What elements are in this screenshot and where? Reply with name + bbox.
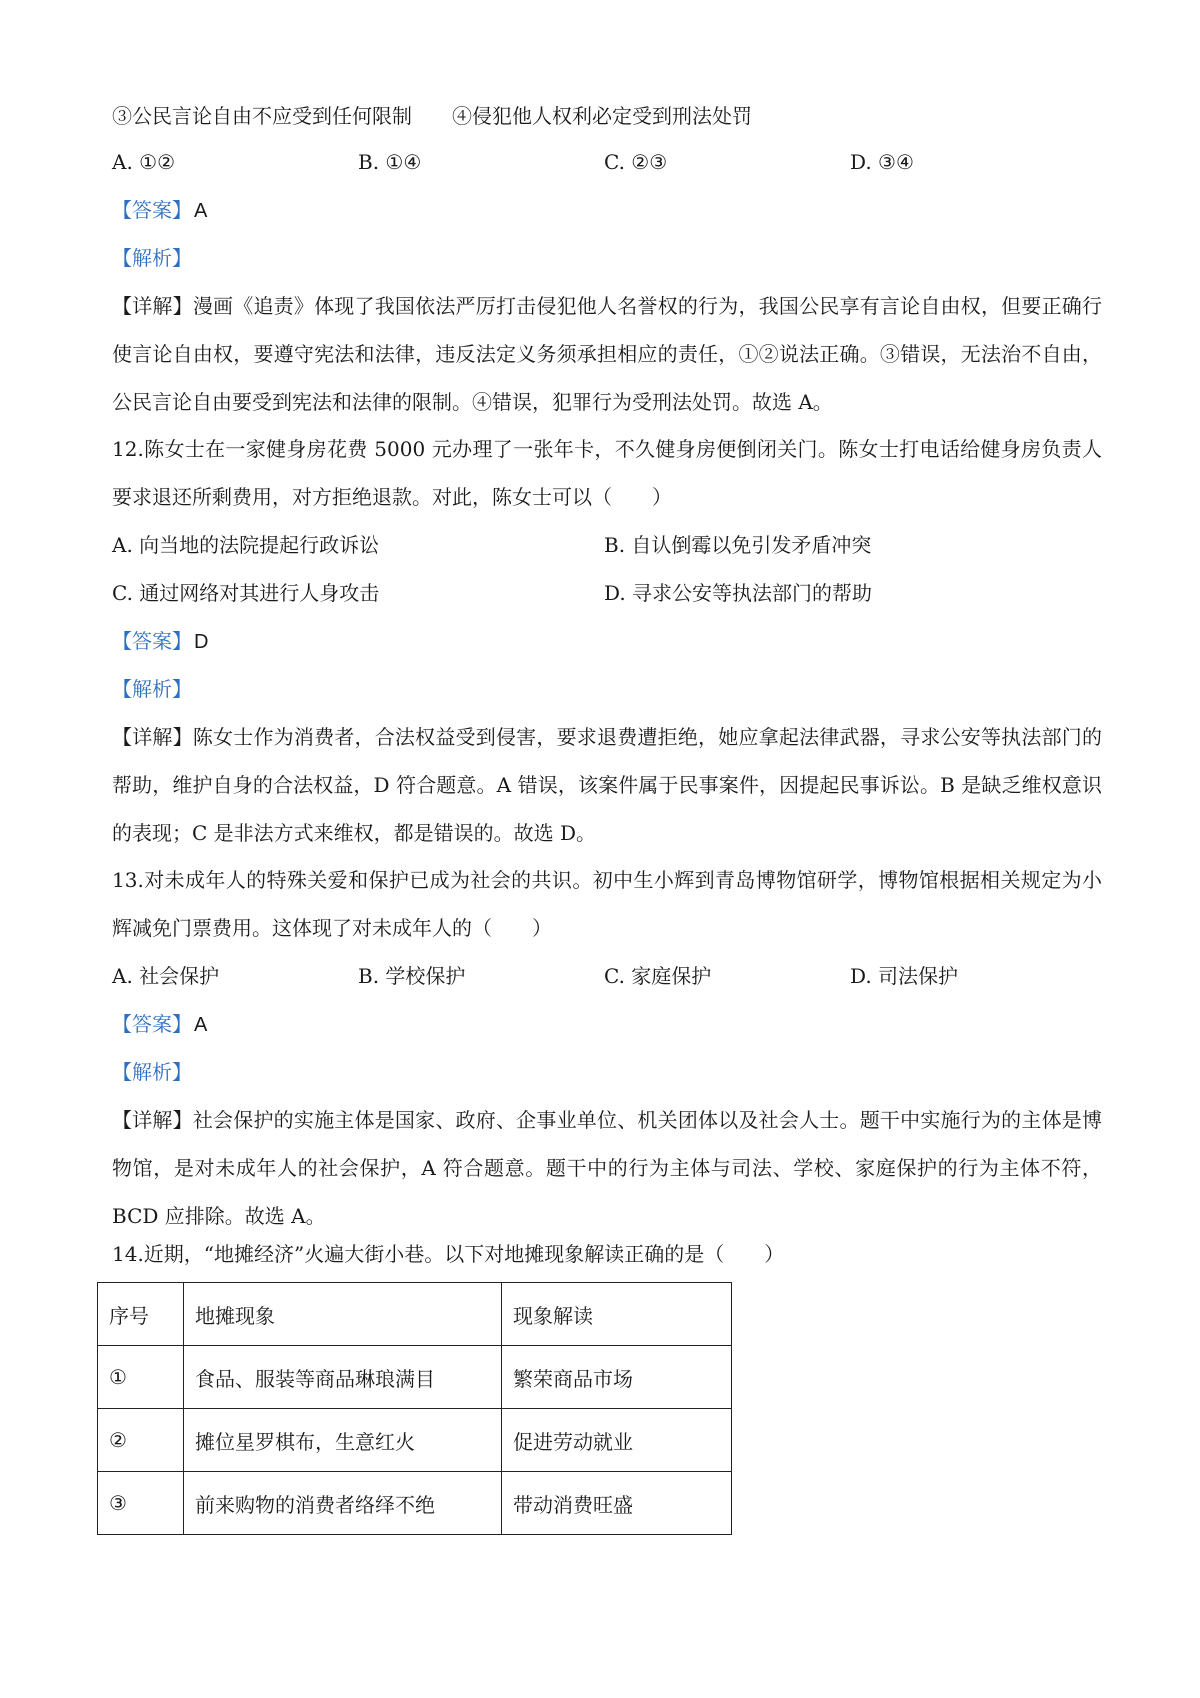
q12-stem: 12.陈女士在一家健身房花费 5000 元办理了一张年卡，不久健身房便倒闭关门。陈女士打电话给健身房负责人要求退还所剩费用，对方拒绝退款。对此，陈女士可以（ ） [112, 437, 1102, 509]
q13-choice-d: D. 司法保护 [850, 964, 959, 988]
q11-choice-d: D. ③④ [850, 150, 914, 174]
table-cell: 带动消费旺盛 [502, 1472, 732, 1535]
answer-value: A [194, 200, 208, 222]
q12-choice-d: D. 寻求公安等执法部门的帮助 [604, 581, 873, 605]
answer-tag: 【答案】 [112, 198, 192, 222]
q11-analysis-tag: 【解析】 [112, 246, 192, 270]
table-cell: ③ [98, 1472, 184, 1535]
answer-tag: 【答案】 [112, 1012, 192, 1036]
header-cell-phenomenon: 地摊现象 [184, 1283, 502, 1346]
q14-table [97, 1282, 732, 1535]
table-row [98, 1472, 732, 1535]
table-cell: 前来购物的消费者络绎不绝 [184, 1472, 502, 1535]
answer-tag: 【答案】 [112, 629, 192, 653]
table-cell: 摊位星罗棋布，生意红火 [184, 1409, 502, 1472]
q12-analysis-tag: 【解析】 [112, 677, 192, 701]
q12-answer [112, 626, 1102, 657]
table-header-row [98, 1283, 732, 1346]
q13-detail: 【详解】社会保护的实施主体是国家、政府、企事业单位、机关团体以及社会人士。题干中实施行为的主体是博物馆，是对未成年人的社会保护，A 符合题意。题干中的行为主体与司法、学校、家庭保护的行为主体不符，BCD 应排除。故选 A。 [112, 1108, 1102, 1228]
header-cell-interpretation: 现象解读 [502, 1283, 732, 1346]
q12-choice-c: C. 通过网络对其进行人身攻击 [112, 581, 380, 605]
q11-choice-b: B. ①④ [358, 150, 422, 174]
table-cell: 食品、服装等商品琳琅满目 [184, 1346, 502, 1409]
answer-value: D [194, 631, 209, 653]
q14-stem: 14.近期，“地摊经济”火遍大街小巷。以下对地摊现象解读正确的是（ ） [112, 1242, 785, 1266]
table-cell: ② [98, 1409, 184, 1472]
q12-detail: 【详解】陈女士作为消费者，合法权益受到侵害，要求退费遭拒绝，她应拿起法律武器，寻求公安等执法部门的帮助，维护自身的合法权益，D 符合题意。A 错误，该案件属于民事案件，因提起民事诉讼。B 是缺乏维权意识的表现；C 是非法方式来维权，都是错误的。故选 D。 [112, 725, 1102, 845]
table-cell: 促进劳动就业 [502, 1409, 732, 1472]
q13-answer [112, 1009, 1102, 1040]
q11-detail: 【详解】漫画《追责》体现了我国依法严厉打击侵犯他人名誉权的行为，我国公民享有言论自由权，但要正确行使言论自由权，要遵守宪法和法律，违反法定义务须承担相应的责任，①②说法正确。③错误，无法治不自由，公民言论自由要受到宪法和法律的限制。④错误，犯罪行为受刑法处罚。故选 A。 [112, 294, 1102, 414]
table-row [98, 1346, 732, 1409]
q12-choice-b: B. 自认倒霉以免引发矛盾冲突 [604, 533, 872, 557]
q13-choice-b: B. 学校保护 [358, 964, 466, 988]
header-cell-index: 序号 [98, 1283, 184, 1346]
q13-analysis-tag: 【解析】 [112, 1060, 192, 1084]
q11-answer [112, 195, 1102, 226]
q11-choice-c: C. ②③ [604, 150, 668, 174]
q13-choice-c: C. 家庭保护 [604, 964, 712, 988]
q11-option-line: ③公民言论自由不应受到任何限制 ④侵犯他人权利必定受到刑法处罚 [112, 104, 752, 128]
answer-value: A [194, 1014, 208, 1036]
table-row [98, 1409, 732, 1472]
q12-choice-a: A. 向当地的法院提起行政诉讼 [112, 533, 380, 557]
q11-choice-a: A. ①② [112, 150, 176, 174]
q13-stem: 13.对未成年人的特殊关爱和保护已成为社会的共识。初中生小辉到青岛博物馆研学，博物馆根据相关规定为小辉减免门票费用。这体现了对未成年人的（ ） [112, 868, 1102, 940]
q13-choice-a: A. 社会保护 [112, 964, 220, 988]
table-cell: 繁荣商品市场 [502, 1346, 732, 1409]
table-cell: ① [98, 1346, 184, 1409]
